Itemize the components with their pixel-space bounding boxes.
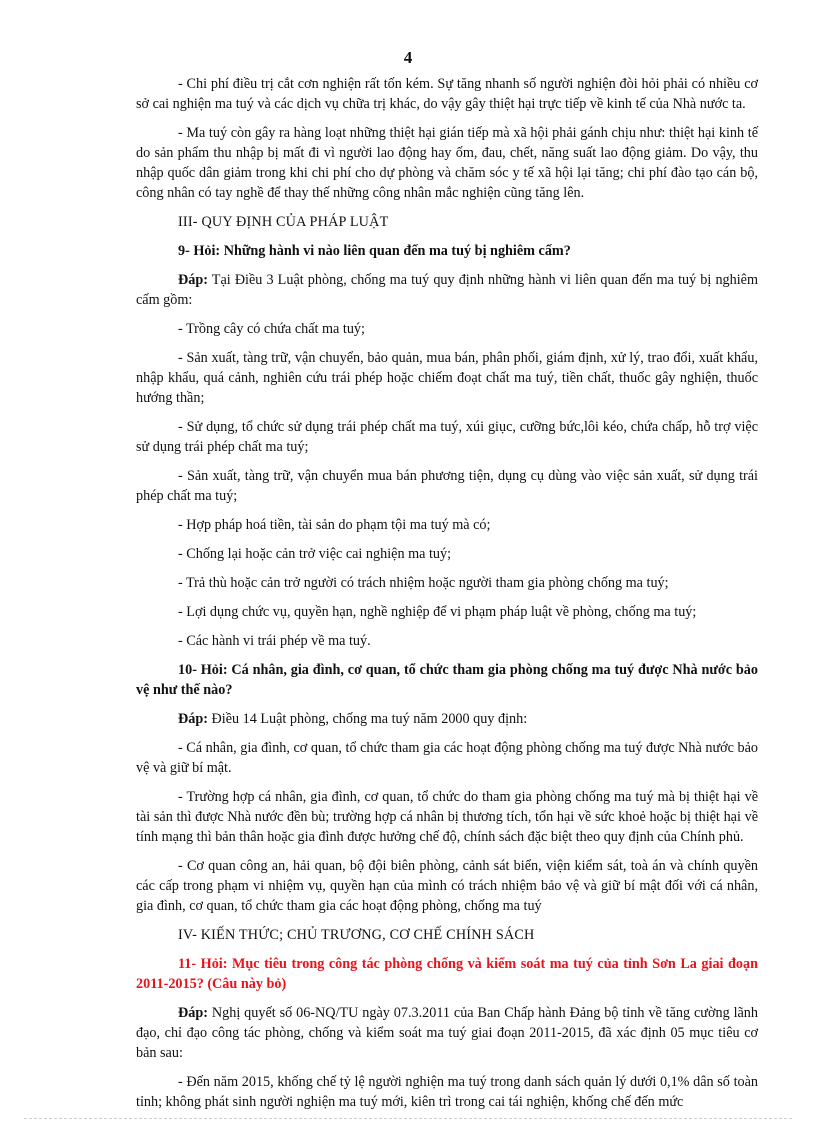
answer-text: Điều 14 Luật phòng, chống ma tuý năm 2000 quy định: [207, 711, 528, 727]
answer-text: Nghị quyết số 06-NQ/TU ngày 07.3.2011 của Ban Chấp hành Đảng bộ tỉnh về tăng cường lãnh đạo, chỉ đạo công tác phòng, chống và kiểm soát ma tuý giai đoạn 2011-2015, đã xác định 05 mục tiêu cơ bản sau: [136, 1005, 758, 1061]
list-item: - Các hành vi trái phép về ma tuý. [178, 633, 371, 649]
answer-label: Đáp: [178, 1005, 208, 1021]
page-bottom-divider [24, 1118, 792, 1119]
question-9: 9- Hỏi: Những hành vi nào liên quan đến ma tuý bị nghiêm cấm? [178, 243, 571, 259]
page-number: 4 [403, 48, 413, 67]
paragraph-indirect-cost: - Ma tuý còn gây ra hàng loạt những thiệt hại gián tiếp mà xã hội phải gánh chịu như: thiệt hại kinh tế do sản phẩm thu nhập bị mất đi vì người lao động hay ốm, đau, chết, năng suất lao động giảm. Do vậy, thu nhập quốc dân giảm trong khi chi phí cho dự phòng và chăm sóc y tế xã hội lại tăng; chi phí đào tạo cán bộ, công nhân có tay nghề để thay thế những công nhân mắc nghiện cũng tăng lên. [136, 125, 758, 201]
list-item: - Lợi dụng chức vụ, quyền hạn, nghề nghiệp để vi phạm pháp luật về phòng, chống ma tuý; [178, 604, 697, 620]
list-item: - Sản xuất, tàng trữ, vận chuyển, bảo quản, mua bán, phân phối, giám định, xử lý, trao đổi, xuất khẩu, nhập khẩu, quá cảnh, nghiên cứu trái phép hoặc chiếm đoạt chất ma tuý, tiền chất, thuốc gây nghiện, thuốc hướng thần; [136, 350, 758, 406]
list-item: - Trường hợp cá nhân, gia đình, cơ quan, tổ chức do tham gia phòng chống ma tuý mà bị thiệt hại về tài sản thì được Nhà nước đền bù; trường hợp cá nhân bị thương tích, tổn hại về sức khoẻ hoặc bị thiệt hại về tính mạng thì bản thân hoặc gia đình được hưởng chế độ, chính sách đặc biệt theo quy định của Chính phủ. [136, 789, 758, 845]
list-item: - Trồng cây có chứa chất ma tuý; [178, 321, 365, 337]
list-item: - Hợp pháp hoá tiền, tài sản do phạm tội ma tuý mà có; [178, 517, 491, 533]
answer-text: Tại Điều 3 Luật phòng, chống ma tuý quy định những hành vi liên quan đến ma tuý bị nghiêm cấm gồm: [136, 272, 758, 308]
list-item: - Chống lại hoặc cản trở việc cai nghiện ma tuý; [178, 546, 452, 562]
answer-9 [136, 270, 758, 310]
question-11: 11- Hỏi: Mục tiêu trong công tác phòng chống và kiểm soát ma tuý của tỉnh Sơn La giai đoạn 2011-2015? (Câu này bỏ) [136, 956, 758, 992]
list-item: - Cá nhân, gia đình, cơ quan, tổ chức tham gia các hoạt động phòng chống ma tuý được Nhà nước bảo vệ và giữ bí mật. [136, 740, 758, 776]
list-item: - Sản xuất, tàng trữ, vận chuyển mua bán phương tiện, dụng cụ dùng vào việc sản xuất, sử dụng trái phép chất ma tuý; [136, 468, 758, 504]
page-content [136, 74, 758, 1121]
answer-label: Đáp: [178, 711, 208, 727]
section-heading-4: IV- KIẾN THỨC; CHỦ TRƯƠNG, CƠ CHẾ CHÍNH SÁCH [178, 927, 535, 943]
list-item: - Trả thù hoặc cản trở người có trách nhiệm hoặc người tham gia phòng chống ma tuý; [178, 575, 669, 591]
list-item: - Cơ quan công an, hải quan, bộ đội biên phòng, cảnh sát biển, viện kiểm sát, toà án và chính quyền các cấp trong phạm vi nhiệm vụ, quyền hạn của mình có trách nhiệm bảo vệ và giữ bí mật đối với cá nhân, gia đình, cơ quan, tổ chức tham gia các hoạt động phòng, chống ma tuý [136, 858, 758, 914]
answer-10 [136, 709, 758, 729]
answer-label: Đáp: [178, 272, 208, 288]
list-item: - Sử dụng, tổ chức sử dụng trái phép chất ma tuý, xúi giục, cưỡng bức,lôi kéo, chứa chấp, hỗ trợ việc sử dụng trái phép chất ma tuý; [136, 419, 758, 455]
section-heading-3: III- QUY ĐỊNH CỦA PHÁP LUẬT [178, 214, 389, 230]
question-10: 10- Hỏi: Cá nhân, gia đình, cơ quan, tổ chức tham gia phòng chống ma tuý được Nhà nước bảo vệ như thế nào? [136, 662, 758, 698]
answer-11 [136, 1003, 758, 1063]
list-item: - Đến năm 2015, khống chế tỷ lệ người nghiện ma tuý trong danh sách quản lý dưới 0,1% dân số toàn tỉnh; không phát sinh người nghiện ma tuý mới, kiên trì trong cai tái nghiện, khống chế đến mức [136, 1074, 758, 1110]
paragraph-direct-cost: - Chi phí điều trị cắt cơn nghiện rất tốn kém. Sự tăng nhanh số người nghiện đòi hỏi phải có nhiều cơ sở cai nghiện ma tuý và các dịch vụ chữa trị khác, do vậy gây thiệt hại trực tiếp về kinh tế của Nhà nước ta. [136, 76, 758, 112]
